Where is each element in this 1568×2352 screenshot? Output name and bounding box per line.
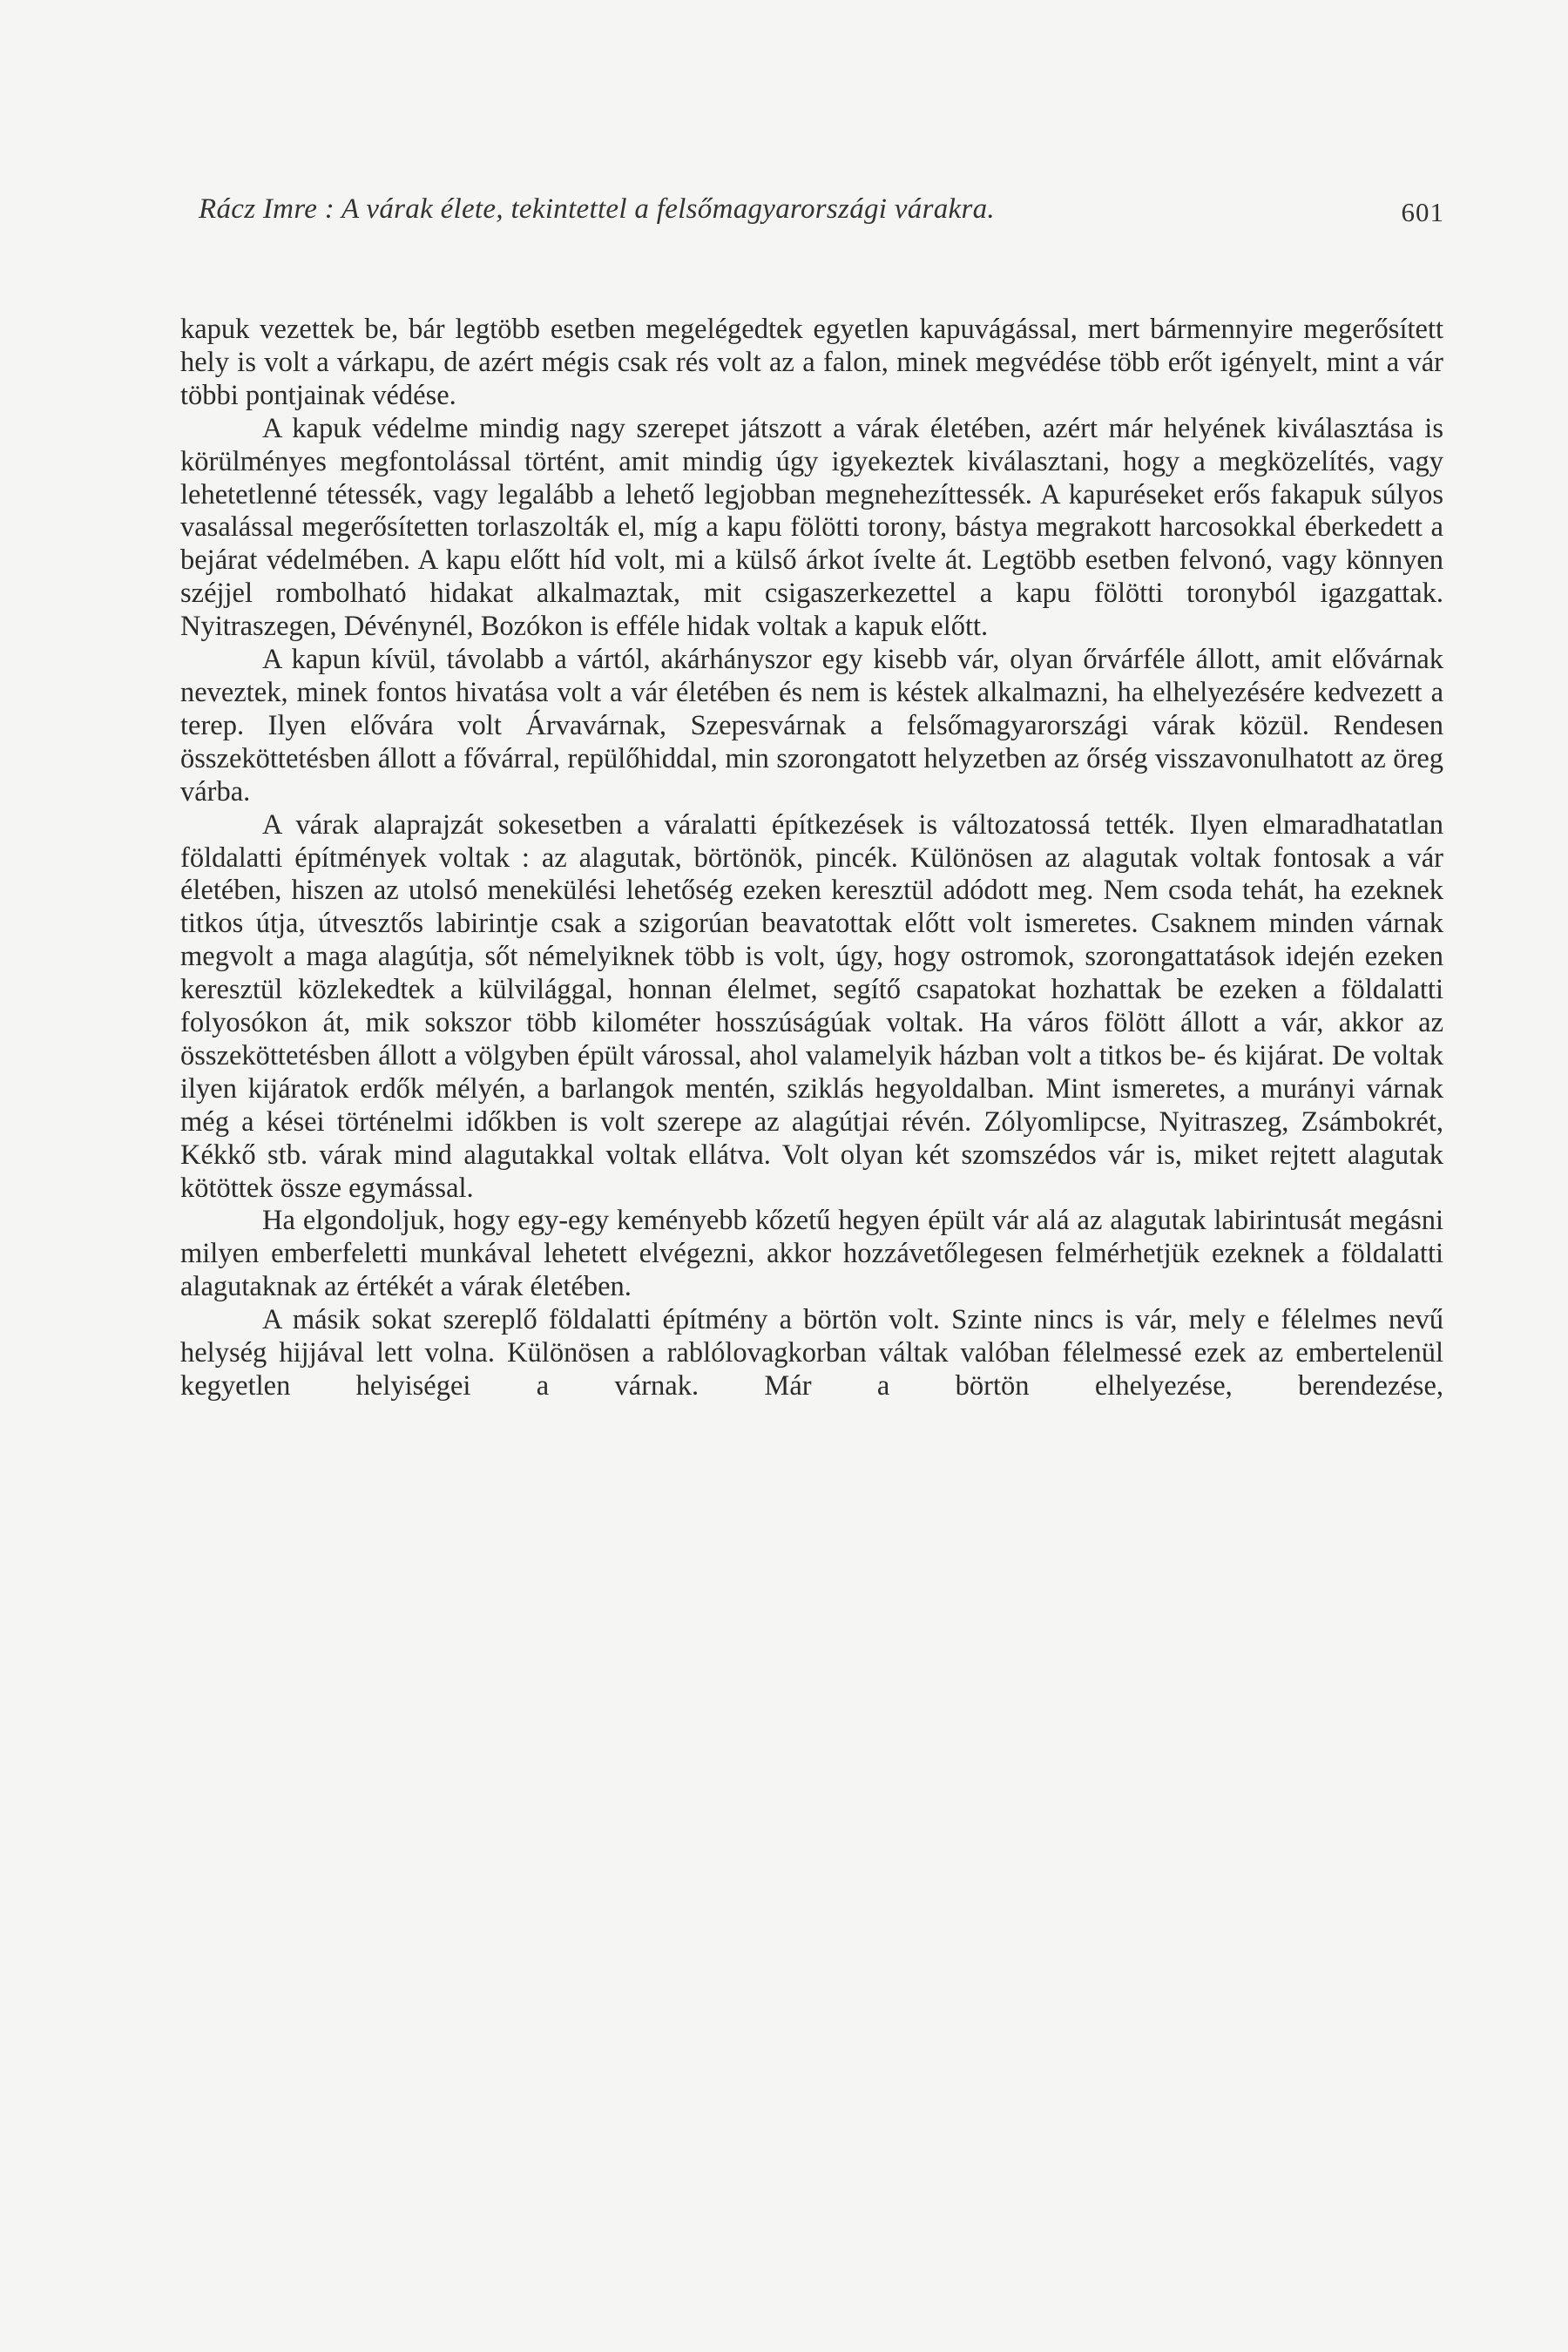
paragraph: A másik sokat szereplő földalatti építmény a börtön volt. Szinte nincs is vár, mely e félelmes nevű helység hijjával lett volna. Különösen a rablólovagkorban váltak valóban félelmessé ezek az embertelenül kegyetlen helyiségei a várnak. Már a börtön elhelyezése, berendezése, [180,1304,1443,1402]
body-text [180,314,1443,1403]
paragraph: A kapuk védelme mindig nagy szerepet játszott a várak életében, azért már helyének kiválasztása is körülményes megfontolással történt, amit mindig úgy igyekeztek kiválasztani, hogy a megközelítés, vagy lehetetlenné tétessék, vagy legalább a lehető legjobban megnehezíttessék. A kapuréseket erős fakapuk súlyos vasalással megerősítetten torlaszolták el, míg a kapu fölötti torony, bástya megrakott harcosokkal éberkedett a bejárat védelmében. A kapu előtt híd volt, mi a külső árkot ívelte át. Legtöbb esetben felvonó, vagy könnyen széjjel rombolható hidakat alkalmaztak, mit csigaszerkezettel a kapu fölötti toronyból igazgattak. Nyitraszegen, Dévénynél, Bozókon is efféle hidak voltak a kapuk előtt. [180,412,1443,643]
paragraph: A kapun kívül, távolabb a vártól, akárhányszor egy kisebb vár, olyan őrvárféle állott, amit elővárnak neveztek, minek fontos hivatása volt a vár életében és nem is késtek alkalmazni, ha elhelyezésére kedvezett a terep. Ilyen elővára volt Árvavárnak, Szepesvárnak a felsőmagyarországi várak közül. Rendesen összeköttetésben állott a fővárral, repülőhiddal, min szorongatott helyzetben az őrség visszavonulhatott az öreg várba. [180,644,1443,808]
paragraph: A várak alaprajzát sokesetben a váralatti építkezések is változatossá tették. Ilyen elmaradhatatlan földalatti építmények voltak : az alagutak, börtönök, pincék. Különösen az alagutak voltak fontosak a vár életében, hiszen az utolsó menekülési lehetőség ezeken keresztül adódott meg. Nem csoda tehát, ha ezeknek titkos útja, útvesztős labirintje csak a szigorúan beavatottak előtt volt ismeretes. Csaknem minden várnak megvolt a maga alagútja, sőt némelyiknek több is volt, úgy, hogy ostromok, szorongattatások idején ezeken keresztül közlekedtek a külvilággal, honnan élelmet, segítő csapatokat hozhattak be ezeken a földalatti folyosókon át, mik sokszor több kilométer hosszúságúak voltak. Ha város fölött állott a vár, akkor az összeköttetésben állott a völgyben épült várossal, ahol valamelyik házban volt a titkos be- és kijárat. De voltak ilyen kijáratok erdők mélyén, a barlangok mentén, sziklás hegyoldalban. Mint ismeretes, a murányi várnak még a kései történelmi időkben is volt szerepe az alagútjai révén. Zólyomlipcse, Nyitraszeg, Zsámbokrét, Kékkő stb. várak mind alagutakkal voltak ellátva. Volt olyan két szomszédos vár is, miket rejtett alagutak kötöttek össze egymással. [180,808,1443,1204]
paragraph: kapuk vezettek be, bár legtöbb esetben megelégedtek egyetlen kapuvágással, mert bármennyire megerősített hely is volt a várkapu, de azért mégis csak rés volt az a falon, minek megvédése több erőt igényelt, mint a vár többi pontjainak védése. [180,314,1443,411]
paragraph: Ha elgondoljuk, hogy egy-egy keményebb kőzetű hegyen épült vár alá az alagutak labirintusát megásni milyen emberfeletti munkával lehetett elvégezni, akkor hozzávetőlegesen felmérhetjük ezeknek a földalatti alagutaknak az értékét a várak életében. [180,1205,1443,1303]
running-header [199,193,1444,237]
running-title: Rácz Imre : A várak élete, tekintettel a felsőmagyarországi várakra. [199,193,995,225]
page-number: 601 [1401,197,1444,227]
